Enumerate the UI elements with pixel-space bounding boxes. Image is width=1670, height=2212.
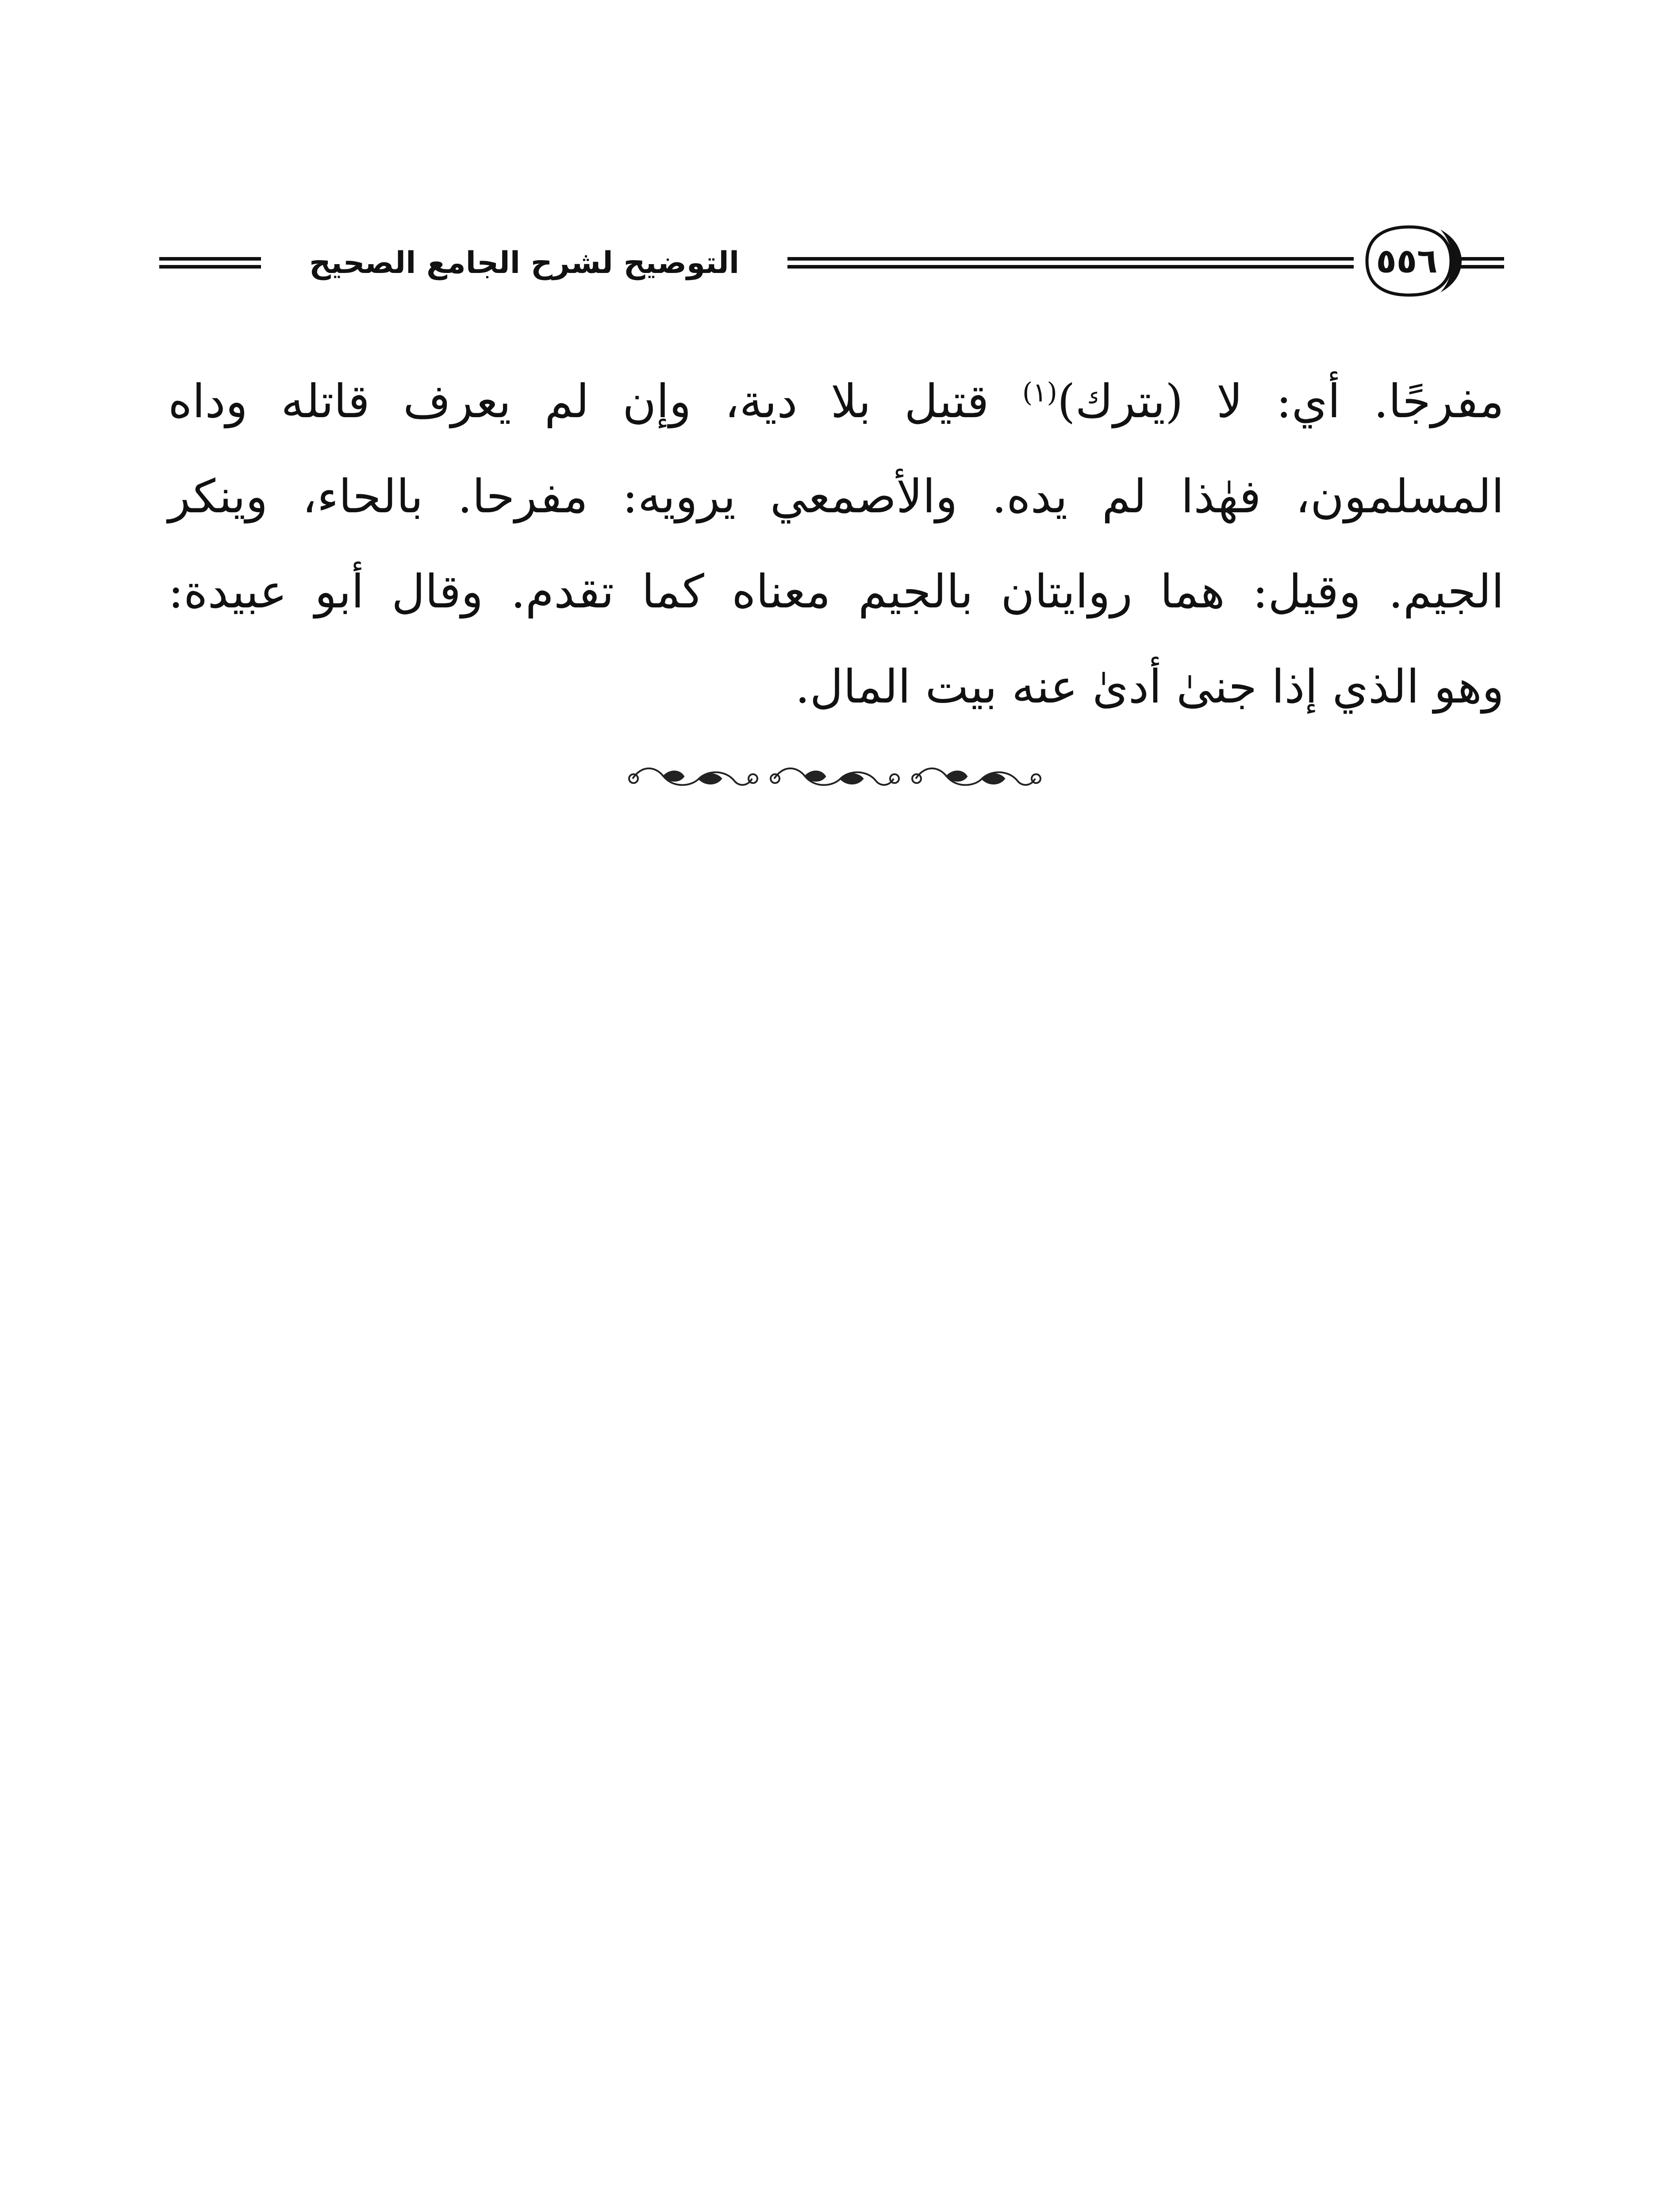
text-line: المسلمون، فهٰذا لم يده. والأصمعي يرويه: مفرحا. بالحاء، وينكر <box>168 469 1504 523</box>
header-rule-right <box>1455 257 1504 269</box>
floral-divider-icon <box>619 761 1053 796</box>
page-number: ٥٥٦ <box>1376 241 1438 280</box>
text-segment: مفرجًا. أي: لا (يترك) <box>1057 374 1504 428</box>
footnote-reference[interactable]: (١) <box>1022 377 1057 408</box>
header-rule-left <box>159 257 261 269</box>
running-title: التوضيح لشرح الجامع الصحيح <box>309 246 740 280</box>
running-header <box>159 219 1504 307</box>
text-line: وهو الذي إذا جنىٰ أدىٰ عنه بيت المال. <box>795 660 1504 714</box>
header-rule-middle <box>787 257 1354 269</box>
main-text <box>168 354 1504 734</box>
text-line: الجيم. وقيل: هما روايتان بالجيم معناه كما تقدم. وقال أبو عبيدة: <box>168 565 1504 618</box>
page-number-badge <box>1354 219 1464 303</box>
text-line <box>168 354 1504 449</box>
text-segment: قتيل بلا دية، وإن لم يعرف قاتله وداه <box>168 374 1022 428</box>
